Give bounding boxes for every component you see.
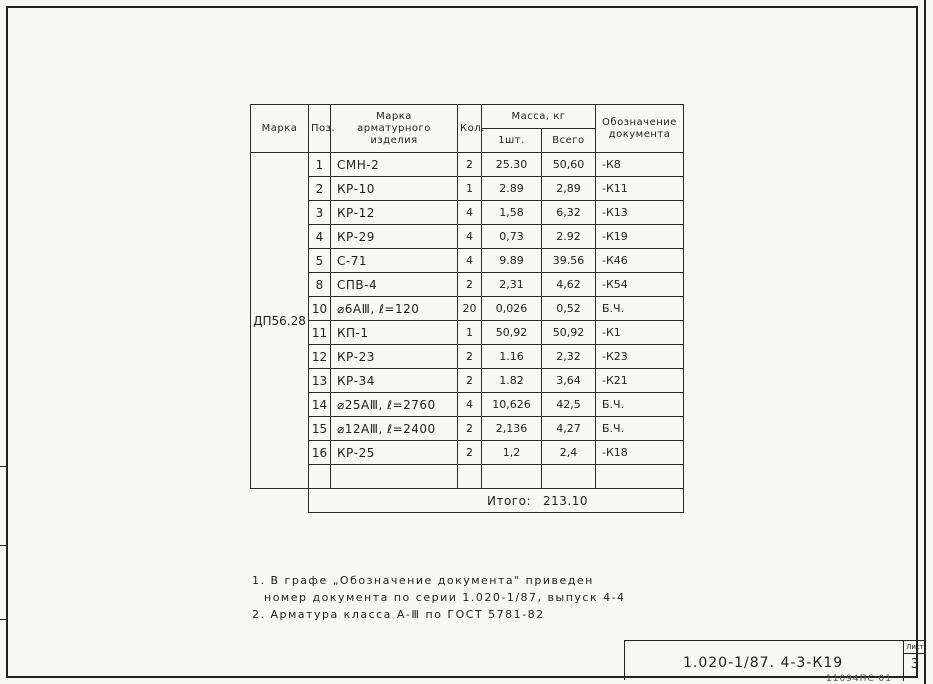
pos-cell: 11 [309,321,331,345]
col-header-product-mark [331,105,458,153]
pos-cell: 5 [309,249,331,273]
document-cell: -К21 [596,369,684,393]
total-row [251,489,684,513]
pos-cell: 12 [309,345,331,369]
document-cell: -К19 [596,225,684,249]
qty-cell: 1 [458,177,482,201]
qty-cell: 2 [458,369,482,393]
total-mass-cell: 3,64 [542,369,596,393]
pos-cell: 4 [309,225,331,249]
table-row [251,273,684,297]
unit-mass-cell: 2,31 [482,273,542,297]
archive-number: 11094ПС 01 [826,674,892,684]
empty-cell [309,465,331,489]
table-row [251,321,684,345]
qty-cell: 4 [458,201,482,225]
qty-cell: 4 [458,225,482,249]
sheet-number: 3 [910,657,920,672]
note-line: 2. Арматура класса А-Ⅲ по ГОСТ 5781-82 [252,608,545,621]
product-cell: КП-1 [331,321,458,345]
empty-cell [331,465,458,489]
product-cell: ⌀25АⅢ, ℓ=2760 [331,393,458,417]
empty-cell [596,465,684,489]
pos-cell: 14 [309,393,331,417]
col-header-mass-total: Всего [542,129,596,153]
pos-cell: 2 [309,177,331,201]
total-mass-cell: 6,32 [542,201,596,225]
table-body [251,153,684,513]
total-mass-cell: 4,62 [542,273,596,297]
product-cell: ⌀12АⅢ, ℓ=2400 [331,417,458,441]
document-cell: -К1 [596,321,684,345]
note-line: 1. В графе „Обозначение документа" приведен [252,574,594,587]
table-row-empty [251,465,684,489]
total-label: Итого: [487,493,531,508]
col-header-qty: Кол. [458,105,482,153]
total-mass-cell: 50,60 [542,153,596,177]
document-cell: -К46 [596,249,684,273]
table-row [251,225,684,249]
col-header-document [596,105,684,153]
qty-cell: 1 [458,321,482,345]
qty-cell: 4 [458,249,482,273]
product-cell: ⌀6АⅢ, ℓ=120 [331,297,458,321]
col-header-product-mark-line: Марка [376,110,412,122]
qty-cell: 2 [458,345,482,369]
product-cell: С-71 [331,249,458,273]
total-mass-cell: 42,5 [542,393,596,417]
table-row [251,153,684,177]
total-mass-cell: 2,4 [542,441,596,465]
document-cell: -К13 [596,201,684,225]
total-mass-cell: 4,27 [542,417,596,441]
empty-cell [251,489,309,513]
unit-mass-cell: 1.16 [482,345,542,369]
table-row [251,201,684,225]
document-cell: -К18 [596,441,684,465]
total-mass-cell: 2,32 [542,345,596,369]
total-mass-cell: 0,52 [542,297,596,321]
total-mass-cell: 2,89 [542,177,596,201]
table-row [251,369,684,393]
product-cell: СМН-2 [331,153,458,177]
pos-cell: 8 [309,273,331,297]
document-cell: Б.Ч. [596,297,684,321]
qty-cell: 2 [458,153,482,177]
table-row [251,177,684,201]
pos-cell: 3 [309,201,331,225]
unit-mass-cell: 25.30 [482,153,542,177]
pos-cell: 10 [309,297,331,321]
frame-tick [0,466,7,467]
frame-tick [0,545,7,546]
qty-cell: 2 [458,441,482,465]
mark-cell: ДП56.28 [251,153,309,489]
document-cell: -К23 [596,345,684,369]
col-header-document-line: Обозначение [602,116,677,128]
product-cell: КР-29 [331,225,458,249]
col-header-mass-unit: 1шт. [482,129,542,153]
header-row [251,105,684,129]
pos-cell: 13 [309,369,331,393]
table-row [251,417,684,441]
total-mass-cell: 2.92 [542,225,596,249]
table-row [251,297,684,321]
col-header-mass: Масса, кг [482,105,596,129]
unit-mass-cell: 10,626 [482,393,542,417]
document-cell: -К11 [596,177,684,201]
empty-cell [542,465,596,489]
document-code: 1.020-1/87. 4-3-К19 [683,655,844,671]
qty-cell: 2 [458,417,482,441]
table-row [251,345,684,369]
total-mass-cell: 39.56 [542,249,596,273]
table-row [251,249,684,273]
qty-cell: 4 [458,393,482,417]
pos-cell: 1 [309,153,331,177]
empty-cell [458,465,482,489]
total-value: 213.10 [543,493,588,508]
sheet-cell [903,641,926,681]
unit-mass-cell: 1,2 [482,441,542,465]
unit-mass-cell: 1.82 [482,369,542,393]
product-cell: СПВ-4 [331,273,458,297]
pos-cell: 15 [309,417,331,441]
unit-mass-cell: 2,136 [482,417,542,441]
product-cell: КР-34 [331,369,458,393]
table-row [251,393,684,417]
product-cell: КР-25 [331,441,458,465]
notes [252,572,626,623]
document-cell: -К54 [596,273,684,297]
col-header-product-mark-line: изделия [370,134,418,146]
document-cell: Б.Ч. [596,417,684,441]
product-cell: КР-12 [331,201,458,225]
document-cell: -К8 [596,153,684,177]
product-cell: КР-10 [331,177,458,201]
unit-mass-cell: 2.89 [482,177,542,201]
frame-tick [0,619,7,620]
col-header-pos: Поз. [309,105,331,153]
total-mass-cell: 50,92 [542,321,596,345]
col-header-mark: Марка [251,105,309,153]
product-cell: КР-23 [331,345,458,369]
qty-cell: 2 [458,273,482,297]
sheet-label: Лист [904,641,926,654]
total-cell [309,489,684,513]
note-line: номер документа по серии 1.020-1/87, выпуск 4-4 [264,591,626,604]
empty-cell [482,465,542,489]
document-cell: Б.Ч. [596,393,684,417]
pos-cell: 16 [309,441,331,465]
table-row [251,441,684,465]
qty-cell: 20 [458,297,482,321]
specification-table [250,104,684,513]
unit-mass-cell: 0,73 [482,225,542,249]
frame-right-line [924,0,926,684]
col-header-product-mark-line: арматурного [357,122,431,134]
col-header-document-line: документа [608,128,671,140]
unit-mass-cell: 9.89 [482,249,542,273]
unit-mass-cell: 50,92 [482,321,542,345]
unit-mass-cell: 0,026 [482,297,542,321]
unit-mass-cell: 1,58 [482,201,542,225]
